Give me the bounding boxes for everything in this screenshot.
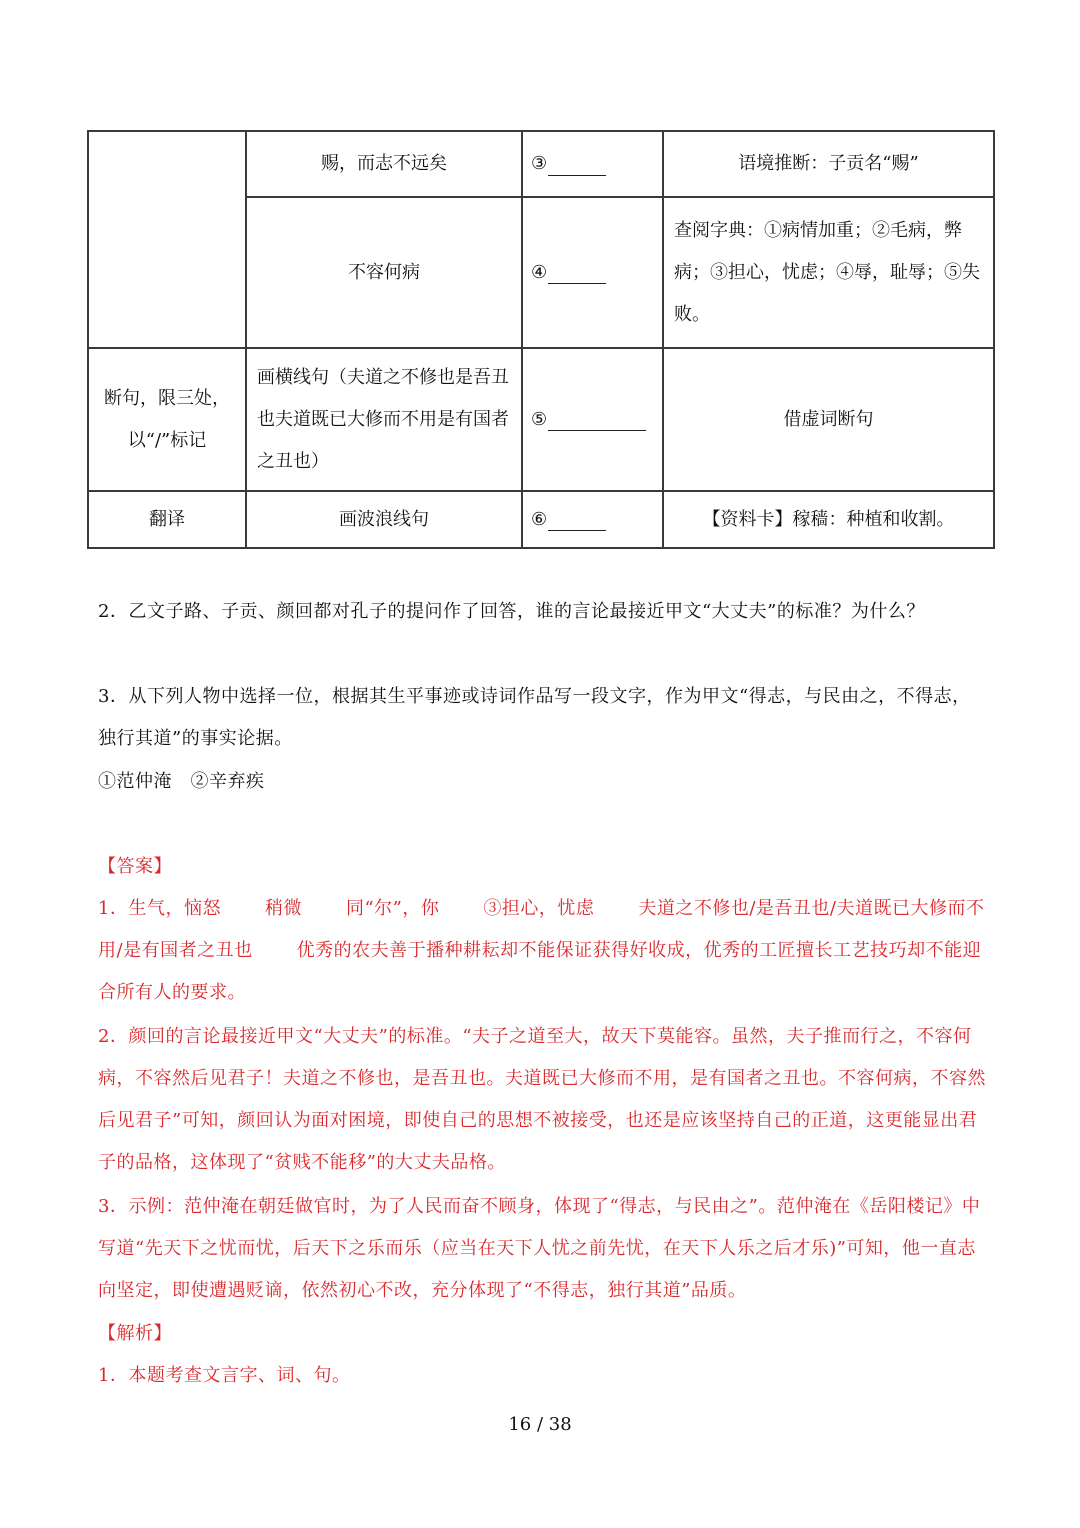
original-cell: 不容何病 <box>246 197 522 348</box>
answer-heading: 【答案】 <box>98 856 172 877</box>
blank-line <box>548 153 606 176</box>
answer-2: 2．颜回的言论最接近甲文“大丈夫”的标准。“夫子之道至大，故天下莫能容。虽然，夫子推而行之，不容何病，不容然后见君子！夫道之不修也，是吾丑也。夫道既已大修而不用，是有国者之丑也。不容何病，不容然后见君子”可知，颜回认为面对困境，即使自己的思想不被接受，也还是应该坚持自己的正道，这更能显出君子的品格，这体现了“贫贱不能移”的大丈夫品格。 <box>98 1026 986 1173</box>
blank-line <box>548 408 646 431</box>
answer-blank-cell[interactable]: ⑥ <box>522 491 663 548</box>
task-cell: 断句，限三处，以“/”标记 <box>88 348 246 491</box>
answer-blank-cell[interactable]: ⑤ <box>522 348 663 491</box>
original-cell: 赐，而志不远矣 <box>246 131 522 197</box>
original-cell: 画横线句（夫道之不修也是吾丑也夫道既已大修而不用是有国者之丑也） <box>246 348 522 491</box>
answer-1-part: 1．生气，恼怒 <box>98 898 221 919</box>
task-cell-empty <box>88 131 246 348</box>
answer-1-part: ③担心，忧虑 <box>483 898 595 919</box>
table-row <box>88 491 994 548</box>
answer-blank-cell[interactable]: ④ <box>522 197 663 348</box>
analysis-heading: 【解析】 <box>98 1323 172 1344</box>
answer-1-part: 同“尔”，你 <box>345 898 440 919</box>
task-cell: 翻译 <box>88 491 246 548</box>
answer-blank-cell[interactable]: ③ <box>522 131 663 197</box>
table-row <box>88 348 994 491</box>
answer-1-part: 夫道之不修也/是吾丑也/夫道既已大修而不用/是有国者之丑也 <box>98 898 985 961</box>
question-2: 2．乙文子路、子贡、颜回都对孔子的提问作了回答，谁的言论最接近甲文“大丈夫”的标准？为什么？ <box>98 601 925 622</box>
method-cell: 语境推断：子贡名“赐” <box>663 131 994 197</box>
analysis-1: 1．本题考查文言字、词、句。 <box>98 1365 351 1386</box>
original-cell: 画波浪线句 <box>246 491 522 548</box>
page-number: 16 / 38 <box>508 1414 572 1435</box>
table-row <box>88 131 994 197</box>
question-3-options: ①范仲淹 ②辛弃疾 <box>98 771 265 792</box>
answer-1-part: 稍微 <box>264 898 302 919</box>
blank-line <box>548 508 606 531</box>
answer-3: 3．示例：范仲淹在朝廷做官时，为了人民而奋不顾身，体现了“得志，与民由之”。范仲淹在《岳阳楼记》中写道“先天下之忧而忧，后天下之乐而乐（应当在天下人忧之前先忧，在天下人乐之后才乐)”可知，他一直志向坚定，即使遭遇贬谪，依然初心不改，充分体现了“不得志，独行其道”品质。 <box>98 1196 981 1301</box>
answer-1-part: 优秀的农夫善于播种耕耘却不能保证获得好收成，优秀的工匠擅长工艺技巧却不能迎合所有人的要求。 <box>98 940 982 1003</box>
blank-line <box>548 261 606 284</box>
method-cell: 借虚词断句 <box>663 348 994 491</box>
answer-1 <box>98 888 988 1014</box>
question-3: 3．从下列人物中选择一位，根据其生平事迹或诗词作品写一段文字，作为甲文“得志，与民由之，不得志，独行其道”的事实论据。 <box>98 686 971 749</box>
method-cell: 【资料卡】稼穑：种植和收割。 <box>663 491 994 548</box>
task-table <box>87 130 995 549</box>
method-cell: 查阅字典：①病情加重；②毛病，弊病；③担心，忧虑；④辱，耻辱；⑤失败。 <box>663 197 994 348</box>
